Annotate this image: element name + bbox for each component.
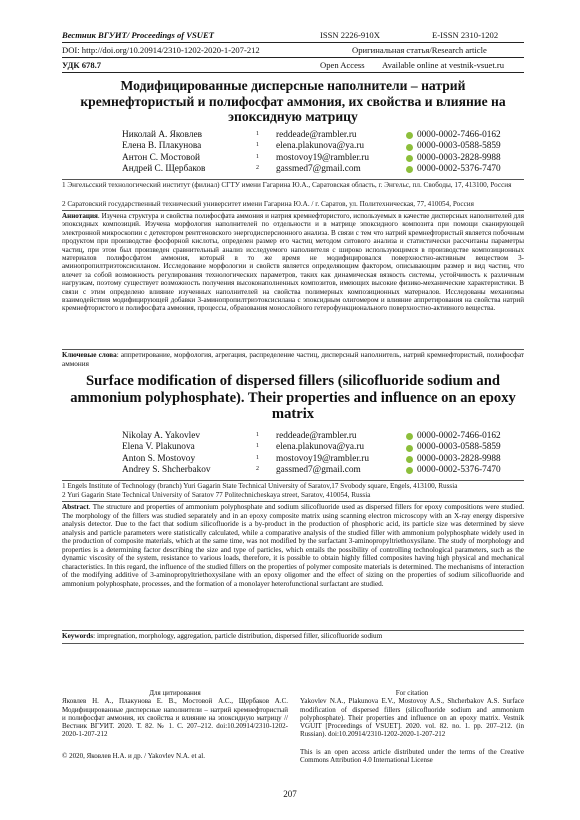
author-email[interactable]: gassmed7@gmail.com xyxy=(276,164,361,175)
citation-ru xyxy=(62,689,288,739)
author-name: Антон С. Мостовой xyxy=(122,152,201,163)
copyright: © 2020, Яковлев Н.А. и др. / Yakovlev N.A. et al. xyxy=(62,752,205,760)
open-access: Open Access xyxy=(320,60,365,70)
orcid-icon xyxy=(406,166,413,173)
abstract-text-en: . The structure and properties of ammonium polyphosphate and sodium silicofluoride used as dispersed fillers for epoxy compositions were studied. The morphology of the fillers was studied separately and in an epoxy composite matrix using scanning electron microscopy with an X-ray energy dispersive analysis detector. Due to the fact that sodium silicofluoride is a by-product in the production of phosphoric acid, its particle size was determined by sieve analysis and particle parameters were statistically calculated, while a comparative analysis of the studied filler with ammonium polyphosphate widely used in the production of composite materials, which at the same time, was not modified by the surfactant 3-aminopropyltriethoxysilane. The study of morphology and properties is a determining factor describing the size and type of particles, which entails the possibility of controlling technological parameters, such as the dynamic viscosity of the system, resistance to various loads, therefore, it is possible to obtain highly filled composites having high physical and mechanical characteristics. In this regard, the influence of the studied fillers on the properties of polymer composite materials is determined. The mechanisms of interaction of the modifying additive of 3-aminopropyltriethoxysilane with an epoxy oligomer and the effect of sizing on the properties of sodium silicofluoride and ammonium polyphosphate, processes, and the formation of a monolayer heterofunctional surfactant are studied. xyxy=(62,503,524,588)
abstract-text-ru: . Изучена структура и свойства полифосфата аммония и натрия кремнефтористого, используемых в качестве дисперсных наполнителей для эпоксидных композиций. Изучена морфология наполнителей по отдельности и в матрице эпоксидного композита при помощи сканирующей электронной микроскопии с детектором рентгеновского энергодисперсионного анализа. В связи с тем что натрий кремнефтористый является побочным продуктом при производстве фосфорной кислоты, определен размер его частиц методом ситового анализа и статистически рассчитаны параметры частиц, при этом был произведен сравнительный анализ исследуемого наполнителя с широко использующимся в производстве композиционных материалов полифосфатом аммония, который в то же время не модифицировался поверхностно-активным веществом 3-аминопропилтриэтоксисиланом. Исследование морфологии и свойств является определяющим фактором, описывающим размер и вид частиц, что влечет за собой возможность регулирования технологических параметров, таких как динамическая вязкость системы, устойчивость к различным нагрузкам, поэтому существует возможность получения высоконаполненных композитов, имеющих высокие физико-механические характеристики. В связи с этим определено влияние изученных наполнителей на свойства полимерных композиционных материалов. Исследованы механизмы взаимодействия модифицирующей добавки 3-аминопропилтриэтоксисилана с эпоксидным олигомером и влияние аппретирования на свойства натрий кремнефтористого и полифосфата аммония, процессы, образования монослойного гетерофункционального поверхностно-активного вещества. xyxy=(62,212,524,313)
orcid-icon xyxy=(406,132,413,139)
author-affil-sup: 1 xyxy=(256,443,259,450)
orcid-icon xyxy=(406,155,413,162)
author-orcid[interactable]: 0000-0003-2828-9988 xyxy=(417,453,501,464)
author-orcid[interactable]: 0000-0002-7466-0162 xyxy=(417,130,501,140)
orcid-icon xyxy=(406,433,413,440)
author-email[interactable]: elena.plakunova@ya.ru xyxy=(276,442,365,453)
page-number: 207 xyxy=(283,789,297,799)
author-row xyxy=(122,431,502,442)
title-en: Surface modification of dispersed fillers (silicofluoride sodium and ammonium polyphosphate). Their properties and influence on an epoxy matrix xyxy=(70,373,516,423)
abstract-rule-en xyxy=(62,501,524,502)
author-orcid[interactable]: 0000-0003-0588-5859 xyxy=(417,141,501,152)
author-affil-sup: 1 xyxy=(256,131,259,137)
author-row xyxy=(122,442,502,453)
keywords-ru xyxy=(62,351,524,368)
author-email[interactable]: gassmed7@gmail.com xyxy=(276,465,361,476)
license-note[interactable]: This is an open access article distributed under the terms of the Creative Commons Attribution 4.0 International License xyxy=(300,748,524,765)
abstract-label-en: Abstract xyxy=(62,503,89,511)
keywords-rule-ru xyxy=(62,349,524,350)
authors-ru xyxy=(122,130,502,176)
citation-en xyxy=(300,689,524,739)
author-affil-sup: 1 xyxy=(256,454,259,461)
author-orcid[interactable]: 0000-0002-5376-7470 xyxy=(417,164,501,175)
author-email[interactable]: mostovoy19@rambler.ru xyxy=(276,453,369,464)
abstract-rule-ru xyxy=(62,210,524,211)
author-email[interactable]: reddeade@rambler.ru xyxy=(276,130,357,140)
affiliation-2-en: 2 Yuri Gagarin State Technical University of Saratov 77 Politechnicheskaya street, Saratov, 410054, Russia xyxy=(62,491,371,499)
udc: УДК 678.7 xyxy=(62,60,102,70)
affiliation-2-ru: 2 Саратовский государственный технический университет имени Гагарина Ю.А. / г. Саратов, ул. Политехническая, 77, 410054, Россия xyxy=(62,200,474,208)
author-affil-sup: 2 xyxy=(256,165,259,172)
abstract-ru xyxy=(62,212,524,313)
author-row xyxy=(122,130,502,141)
citation-text-en: Yakovlev N.A., Plakunova E.V., Mostovoy A.S., Shcherbakov A.S. Surface modification of dispersed fillers (silicofluoride sodium and ammonium polyphosphate). Their properties and influence on an epoxy matrix. Vestnik VGUIT [Proceedings of VSUET]. 2020. vol. 82. no. 1. pp. 207–212. (in Russian). doi:10.20914/2310-1202-2020-1-207-212 xyxy=(300,697,524,739)
orcid-icon xyxy=(406,467,413,474)
author-name: Елена В. Плакунова xyxy=(122,141,202,152)
authors-en xyxy=(122,431,502,477)
keywords-label-ru: Ключевые слова xyxy=(62,351,117,359)
doi-link[interactable]: DOI: http://doi.org/10.20914/2310-1202-2020-1-207-212 xyxy=(62,45,260,55)
author-affil-sup: 2 xyxy=(256,466,259,473)
affiliation-1-ru: 1 Энгельсский технологический институт (филиал) СГТУ имени Гагарина Ю.А., Саратовская область, г. Энгельс, пл. Свободы, 17, 413100, Россия xyxy=(62,181,512,189)
affil-rule-en xyxy=(62,480,524,481)
author-row xyxy=(122,465,502,476)
author-affil-sup: 1 xyxy=(256,142,259,149)
keywords-text-en: : impregnation, morphology, aggregation, particle distribution, dispersed filler, silicofluoride sodium xyxy=(93,632,383,640)
author-email[interactable]: mostovoy19@rambler.ru xyxy=(276,152,369,163)
author-row xyxy=(122,153,502,164)
author-affil-sup: 1 xyxy=(256,432,259,438)
citation-heading-ru: Для цитирования xyxy=(149,689,201,697)
author-orcid[interactable]: 0000-0002-5376-7470 xyxy=(417,465,501,476)
citation-text-ru: Яковлев Н. А., Плакунова Е. В., Мостовой А.С., Щербаков А.С. Модифицированные дисперсные наполнители – натрий кремнефтористый и полифосфат аммония, их свойства и влияние на эпоксидную матрицу // Вестник ВГУИТ. 2020. Т. 82. № 1. С. 207–212. doi:10.20914/2310-1202-2020-1-207-212 xyxy=(62,697,288,739)
citation-heading-en: For citation xyxy=(395,689,429,697)
orcid-icon xyxy=(406,456,413,463)
orcid-icon xyxy=(406,144,413,151)
abstract-en xyxy=(62,503,524,588)
author-row xyxy=(122,141,502,152)
author-name: Николай А. Яковлев xyxy=(122,130,203,140)
title-ru: Модифицированные дисперсные наполнители – натрий кремнефтористый и полифосфат аммония, их свойства и влияние на эпоксидную матрицу xyxy=(80,78,506,124)
issn: ISSN 2226-910X xyxy=(320,30,380,40)
author-orcid[interactable]: 0000-0003-2828-9988 xyxy=(417,152,501,163)
author-name: Andrey S. Shcherbakov xyxy=(122,465,211,476)
author-row xyxy=(122,454,502,465)
author-orcid[interactable]: 0000-0003-0588-5859 xyxy=(417,442,501,453)
journal-name: Вестник ВГУИТ/ Proceedings of VSUET xyxy=(62,30,214,40)
header-rule-3 xyxy=(62,72,524,73)
author-name: Nikolay A. Yakovlev xyxy=(122,431,200,441)
author-row xyxy=(122,164,502,175)
eissn: E-ISSN 2310-1202 xyxy=(432,30,499,40)
keywords-label-en: Keywords xyxy=(62,632,94,640)
author-name: Anton S. Mostovoy xyxy=(122,453,196,464)
author-email[interactable]: elena.plakunova@ya.ru xyxy=(276,141,365,152)
affil-rule-ru xyxy=(62,179,524,180)
article-type: Оригинальная статья/Research article xyxy=(352,45,487,55)
abstract-label-ru: Аннотация xyxy=(62,212,98,220)
author-orcid[interactable]: 0000-0002-7466-0162 xyxy=(417,431,501,441)
author-name: Андрей С. Щербаков xyxy=(122,164,206,175)
author-email[interactable]: reddeade@rambler.ru xyxy=(276,431,357,441)
orcid-icon xyxy=(406,445,413,452)
keywords-text-ru: : аппретирование, морфология, агрегация, распределение частиц, дисперсный наполнитель, натрий кремнефтористый, полифосфат аммония xyxy=(62,351,524,368)
header-rule-2 xyxy=(62,57,524,58)
affiliation-1-en: 1 Engels Institute of Technology (branch) Yuri Gagarin State Technical University of Saratov,17 Svobody square, Engels, 413100, Russia xyxy=(62,482,458,490)
author-affil-sup: 1 xyxy=(256,153,259,160)
keywords-end-rule xyxy=(62,643,524,644)
header-rule-1 xyxy=(62,42,524,43)
keywords-rule-en xyxy=(62,630,524,631)
keywords-en xyxy=(62,632,524,641)
author-name: Elena V. Plakunova xyxy=(122,442,195,453)
available-online-link[interactable]: Available online at vestnik-vsuet.ru xyxy=(382,60,505,70)
